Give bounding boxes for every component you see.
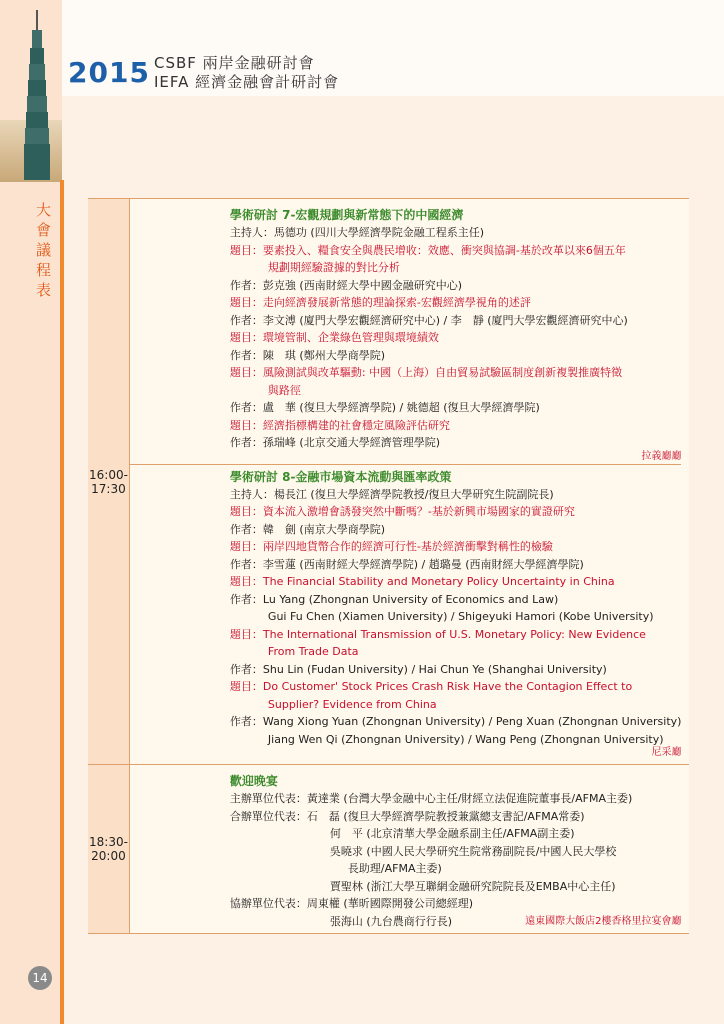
session-title: 學術研討 7-宏觀規劃與新常態下的中國經濟	[229, 208, 464, 222]
logo-year-text: 2015	[68, 56, 150, 89]
paper-topic: 題目：風險測試與改革驅動: 中國（上海）自由貿易試驗區制度創新複製推廣特徵	[229, 366, 623, 379]
session-content	[138, 207, 682, 760]
paper-topic: 規劃期經驗證據的對比分析	[267, 261, 400, 274]
paper-authors: 作者：李雪蓮 (西南財經大學經濟學院) / 趙璐曼 (西南財經大學經濟學院)	[229, 557, 584, 571]
session-block	[230, 207, 682, 464]
venue-label: 遠東國際大飯店2樓香格里拉宴會廳	[525, 916, 682, 927]
venue-label: 拉義廳廳	[641, 450, 682, 462]
paper-topic: 題目：經濟指標構建的社會穩定風險評估研究	[229, 418, 450, 432]
paper-topic: 題目：資本流入激增會誘發突然中斷嗎？-基於新興市場國家的實證研究	[229, 505, 575, 518]
paper-topic: 題目：走向經濟發展新常態的理論探索-宏觀經濟學視角的述評	[229, 296, 531, 309]
paper-authors: 作者：Shu Lin (Fudan University) / Hai Chun Ye (Shanghai University)	[229, 662, 607, 676]
side-title: 大會議程表	[36, 201, 52, 299]
paper-topic: 題目：兩岸四地貨幣合作的經濟可行性-基於經濟衝擊對稱性的檢驗	[229, 540, 553, 553]
session-title: 學術研討 8-金融市場資本流動與匯率政策	[229, 469, 452, 484]
session-host: 主持人：馬德功 (四川大學經濟學院金融工程系主任)	[229, 226, 484, 239]
schedule-table	[88, 198, 689, 934]
paper-authors: Jiang Wen Qi (Zhongnan University) / Wang Peng (Zhongnan University)	[267, 732, 664, 746]
paper-topic: From Trade Data	[267, 645, 359, 658]
logo-title-iefa: IEFA 經濟金融會計研討會	[154, 73, 340, 91]
logo-year	[68, 56, 150, 89]
logo-title-csbf: CSBF 兩岸金融研討會	[154, 54, 315, 72]
session-title: 歡迎晚宴	[229, 774, 278, 788]
paper-authors: Gui Fu Chen (Xiamen University) / Shigeyuki Hamori (Kobe University)	[267, 610, 654, 623]
paper-topic: 與路徑	[267, 383, 301, 397]
dinner-line: 賈聖林 (浙江大學互聯網金融研究院院長及EMBA中心主任)	[329, 879, 616, 893]
dinner-line: 協辦單位代表：周東權 (華昕國際開發公司總經理)	[229, 897, 473, 910]
paper-topic: 題目：要素投入、糧食安全與農民增收：效應、衝突與協調-基於改革以來6個五年	[229, 243, 626, 257]
dinner-line: 吳曉求 (中國人民大學研究生院常務副院長/中國人民大學校	[329, 844, 617, 858]
paper-topic: Supplier? Evidence from China	[267, 697, 437, 711]
paper-authors: 作者：盧 華 (復旦大學經濟學院) / 姚德超 (復旦大學經濟學院)	[229, 401, 540, 414]
time-cell: 16:00-17:30	[88, 199, 129, 765]
session-block	[130, 464, 682, 761]
page-number: 14	[28, 966, 52, 990]
paper-authors: 作者：陳 琪 (鄭州大學商學院)	[229, 348, 386, 362]
paper-authors: 作者：Wang Xiong Yuan (Zhongnan University) / Peng Xuan (Zhongnan University)	[229, 715, 682, 728]
dinner-line: 長助理/AFMA主委)	[347, 862, 442, 875]
dinner-line: 何 平 (北京清華大學金融系副主任/AFMA副主委)	[329, 827, 575, 840]
content-cell	[129, 765, 689, 934]
dinner-line: 主辦單位代表：黃達業 (台灣大學金融中心主任/財經立法促進院董事長/AFMA主委)	[229, 792, 633, 805]
venue-label: 尼采廳	[651, 747, 682, 758]
session-content	[138, 773, 682, 929]
schedule-row	[88, 199, 689, 765]
content-cell	[129, 199, 689, 765]
paper-authors: 作者：孫瑞峰 (北京交通大學經濟管理學院)	[229, 436, 441, 449]
paper-authors: 作者：李文溥 (廈門大學宏觀經濟研究中心) / 李 靜 (廈門大學宏觀經濟研究中心)	[229, 313, 628, 327]
paper-authors: 作者：彭克強 (西南財經大學中國金融研究中心)	[229, 278, 462, 292]
paper-topic: 題目：The Financial Stability and Monetary Policy Uncertainty in China	[229, 575, 615, 588]
schedule-row	[88, 765, 689, 934]
time-cell: 18:30-20:00	[88, 765, 129, 934]
paper-authors: 作者：韓 劍 (南京大學商學院)	[229, 522, 386, 536]
paper-authors: 作者：Lu Yang (Zhongnan University of Economics and Law)	[229, 592, 559, 606]
paper-topic: 題目：Do Customer' Stock Prices Crash Risk Have the Contagion Effect to	[229, 680, 633, 693]
paper-topic: 題目：The International Transmission of U.S. Monetary Policy: New Evidence	[229, 627, 646, 641]
dinner-line: 合辦單位代表：石 磊 (復旦大學經濟學院教授兼黨總支書記/AFMA常委)	[229, 809, 585, 823]
paper-topic: 題目：環境管制、企業綠色管理與環境績效	[229, 331, 439, 344]
dinner-line: 張海山 (九台農商行行長)	[329, 914, 453, 928]
session-host: 主持人：楊長江 (復旦大學經濟學院教授/復旦大學研究生院副院長)	[229, 487, 554, 501]
accent-line	[60, 180, 64, 1024]
taipei-101-icon	[18, 10, 58, 180]
